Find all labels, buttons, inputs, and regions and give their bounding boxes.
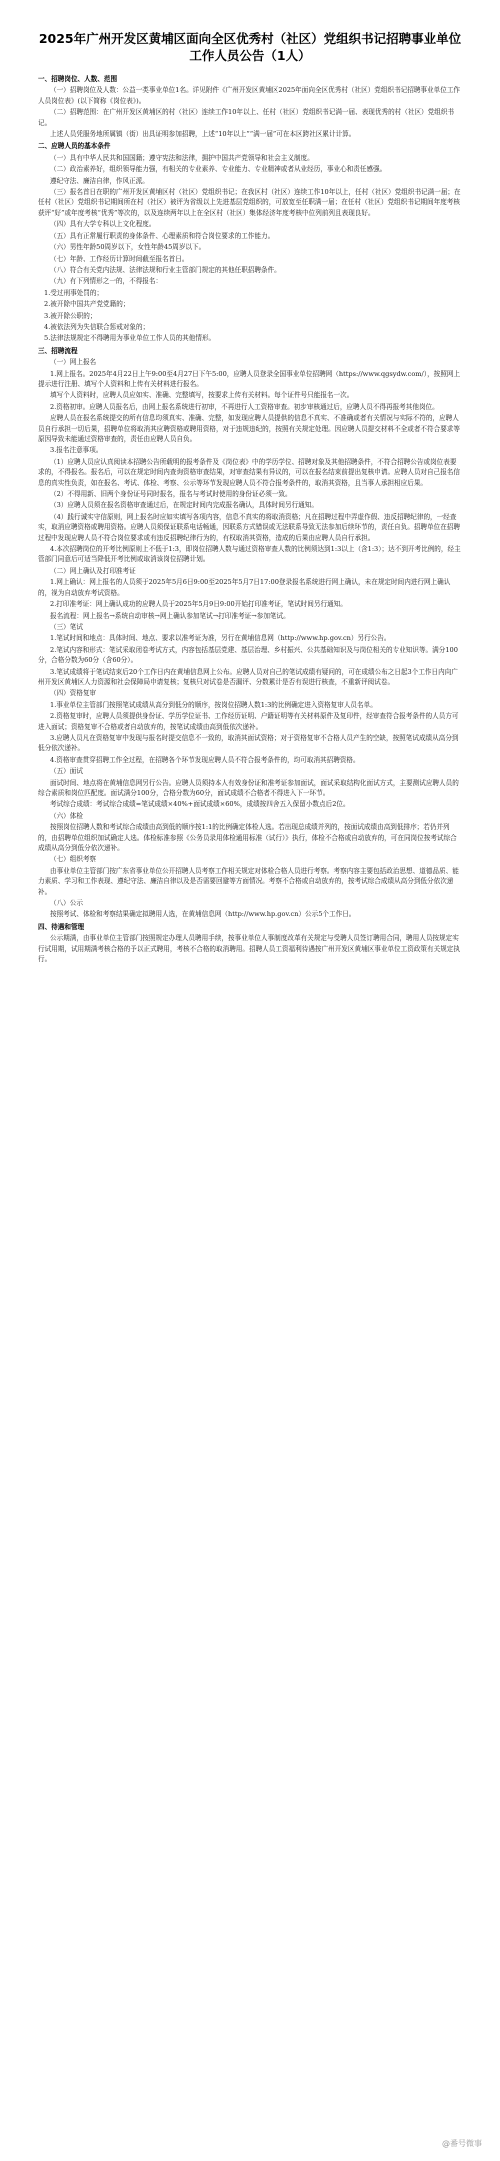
paragraph: （四）具有大学专科以上文化程度。 (50, 220, 156, 229)
paragraph: 1.网上确认：网上报名的人员须于2025年5月6日9:00至2025年5月7日17:00登录报名系统进行网上确认，未在规定时间内进行网上确认的，视为自动放弃考试资格。 (38, 578, 451, 597)
paragraph: （二）政治素养好，组织领导能力强，有相关的专业素养、专业能力、专业精神或者从业经历，事业心和责任感强。 (50, 165, 387, 174)
paragraph: （二）网上确认及打印准考证 (50, 566, 136, 575)
paragraph: 面试时间、地点将在黄埔信息网另行公告。应聘人员须持本人有效身份证和准考证参加面试，面试采取结构化面试方式，主要测试应聘人员的综合素质和岗位匹配度。面试满分100分，合格分数为60分，面试成绩不合格者不得进入下一环节。 (38, 778, 459, 797)
paragraph: 1.笔试时间和地点：具体时间、地点、要求以准考证为准，另行在黄埔信息网（http://www.hp.gov.cn）另行公告。 (50, 634, 391, 643)
paragraph: 应聘人员在报名系统提交的所有信息均须真实、准确、完整，如发现应聘人员提供的信息不真实、不准确或者有关情况与实际不符的，应聘人员自行承担一切后果，招聘单位将取消其应聘资格或聘用资格，对于违规违纪的，按照有关规定处理。因应聘人员提交材料不全或者不符合要求等原因导致未能通过资格审查的，责任由应聘人员自负。 (38, 414, 460, 443)
section-heading: 一、招聘岗位、人数、范围 (38, 75, 118, 83)
paragraph: （一）网上报名 (50, 358, 97, 367)
paragraph: （八）公示 (50, 899, 83, 908)
document-body (38, 74, 462, 965)
document-content (38, 30, 462, 966)
paragraph: （1）应聘人员应认真阅读本招聘公告所载明的报考条件及《岗位表》中的学历学位、招聘对象及其他招聘条件，不符合招聘公告或岗位表要求的，不得报名。报名后，可以在规定时间内查询资格审查结果，对审查结果有异议的，可以在报名结束前提出复核申请。应聘人员对自己报名信息的真实性负责，如在报名、考试、体检、考察、公示等环节发现应聘人员不符合报考条件的，取消其资格，且当事人承担相应后果。 (38, 457, 460, 487)
paragraph: 1.网上报名。2025年4月22日上午9:00至4月27日下午5:00，应聘人员登录全国事业单位招聘网（https://www.qgsydw.com/），按照网上提示进行注册、填写个人资料和上传有关材料进行报名。 (38, 369, 461, 388)
paragraph: 3.应聘人员凡在资格复审中发现与报名时提交信息不一致的，取消其面试资格；对于资格复审不合格人员产生的空缺，按照笔试成绩从高分到低分依次递补。 (38, 733, 459, 753)
paragraph: （七）组织考察 (50, 855, 97, 864)
paragraph: （2）不得用新、旧两个身份证号同时报名，报名与考试时使用的身份证必须一致。 (50, 490, 292, 499)
paragraph: （一）具有中华人民共和国国籍；遵守宪法和法律，拥护中国共产党领导和社会主义制度。 (50, 153, 314, 162)
paragraph: 公示期满，由事业单位主管部门按照规定办理人员聘用手续，按事业单位人事制度改革有关规定与受聘人员签订聘用合同，聘用人员按规定实行试用期，试用期满考核合格的予以正式聘用，考核不合格的取消聘用。招聘人员工资福利待遇按广州开发区黄埔区事业单位工资政策有关规定执行。 (38, 934, 460, 964)
section-heading: 三、招聘流程 (38, 346, 78, 355)
paragraph: （一）招聘岗位及人数：公益一类事业单位1名。详见附件《广州开发区黄埔区2025年面向全区优秀村（社区）党组织书记招聘事业单位工作人员岗位表》(以下简称《岗位表》)。 (38, 86, 461, 105)
paragraph: 3.报名注意事项。 (50, 446, 103, 455)
watermark: @番号微事 (442, 2139, 482, 2148)
paragraph: （九）有下列情形之一的，不得报名： (50, 277, 163, 286)
paragraph: （八）符合有关党内法规、法律法规和行业主管部门规定的其他任职招聘条件。 (50, 265, 281, 274)
paragraph: 5.法律法规规定不得聘用为事业单位工作人员的其他情形。 (44, 334, 216, 343)
paragraph: （4）践行诚实守信原则，网上报名时应如实填写各项内容，信息不真实的将取消资格；凡在招聘过程中弄虚作假、违反招聘纪律的，一经查实，取消应聘资格或聘用资格。应聘人员须保证联系电话畅通，因联系方式错误或无法联系导致无法参加后续环节的，责任自负。招聘单位在招聘过程中发现应聘人员不符合岗位要求或有违反招聘纪律行为的，有权取消其资格，造成的后果由应聘人员自行承担。 (38, 512, 460, 542)
paragraph: 2.被开除中国共产党党籍的； (44, 300, 130, 309)
paragraph: 3.被开除公职的； (44, 311, 97, 320)
paragraph: 上述人员凭服务地所属镇（街）出具证明参加招聘，上述“10年以上”“满一届”可在本区跨社区累计计算。 (50, 130, 356, 139)
paragraph: 填写个人资料时，应聘人员应如实、准确、完整填写，按要求上传有关材料。每个证件号只能报名一次。 (50, 391, 354, 400)
paragraph: 遵纪守法、廉洁自律，作风正派。 (50, 176, 149, 185)
paragraph: （三）笔试 (50, 622, 83, 631)
paragraph: （六）男性年龄50周岁以下，女性年龄45周岁以下。 (50, 243, 206, 252)
paragraph: （二）招聘范围：在广州开发区黄埔区的村（社区）连续工作10年以上、任村（社区）党组织书记满一届、表现优秀的村（社区）党组织书记。 (38, 108, 455, 127)
paragraph: 由事业单位主管部门按广东省事业单位公开招聘人员考察工作相关规定对体检合格人员进行考察。考察内容主要包括政治思想、道德品质、能力素质、学习和工作表现、遵纪守法、廉洁自律以及是否需要回避等方面情况。考察不合格或自动放弃的，按考试综合成绩从高分到低分依次递补。 (38, 866, 459, 896)
paragraph: （五）面试 (50, 767, 83, 776)
paragraph: （七）年龄、工作经历计算时间截至报名首日。 (50, 254, 189, 263)
paragraph: 按照考试、体检和考察结果确定拟聘用人选，在黄埔信息网（http://www.hp.gov.cn）公示5个工作日。 (50, 910, 356, 919)
paragraph: 考试综合成绩：考试综合成绩=笔试成绩×40%+面试成绩×60%，成绩按四舍五入保留小数点后2位。 (50, 800, 350, 809)
paragraph: （3）应聘人员须在报名资格审查通过后，在规定时间内完成报名确认，具体时间另行通知。 (50, 501, 318, 510)
paragraph: （六）体检 (50, 811, 83, 820)
paragraph: 按照岗位招聘人数和考试综合成绩由高到低的顺序按1:1的比例确定体检人选。若出现总成绩并列的，按面试成绩由高到低排序；若仍并列的，由招聘单位组织加试确定人选。体检标准参照《公务员录用体检通用标准（试行）》执行，体检不合格或自动放弃的，可在同岗位按考试综合成绩从高分到低分依次递补。 (38, 823, 457, 853)
document-title: 2025年广州开发区黄埔区面向全区优秀村（社区）党组织书记招聘事业单位工作人员公告（1人） (38, 31, 462, 63)
paragraph: （五）具有正常履行职责的身体条件、心理素质和符合岗位要求的工作能力。 (50, 231, 275, 240)
paragraph: （四）资格复审 (50, 689, 97, 698)
paragraph: 2.笔试内容和形式：笔试采取闭卷考试方式，内容包括基层党建、基层治理、乡村振兴、公共基础知识及与岗位相关的专业知识等。满分100分，合格分数为60分（含60分）。 (38, 645, 458, 665)
paragraph: 4.本次招聘岗位的开考比例原则上不低于1:3，即岗位招聘人数与通过资格审查人数的比例须达到1:3以上（含1:3）；达不到开考比例的，经主管部门同意后可适当降低开考比例或取消该岗位招聘计划。 (38, 545, 461, 564)
paragraph: 2.资格复审时，应聘人员须提供身份证、学历学位证书、工作经历证明、户籍证明等有关材料原件及复印件，经审查符合报考条件的人员方可进入面试；资格复审不合格或者自动放弃的，按笔试成绩由高到低依次递补。 (38, 712, 459, 731)
paragraph: 1.事业单位主管部门按照笔试成绩从高分到低分的顺序，按岗位招聘人数1:3的比例确定进入资格复审人员名单。 (50, 700, 377, 709)
paragraph: 4.被依法列为失信联合惩戒对象的； (44, 322, 150, 331)
paragraph: 2.打印准考证：网上确认成功的应聘人员于2025年5月9日9:00开始打印准考证，笔试时间另行通知。 (50, 600, 347, 609)
paragraph: 3.笔试成绩将于笔试结束后20个工作日内在黄埔信息网上公布。应聘人员对自己的笔试成绩有疑问的，可在成绩公布之日起3个工作日内向广州开发区黄埔区人力资源和社会保障局申请复核；复核只对试卷是否漏评、分数累计是否有误进行核查，不重新评阅试卷。 (38, 667, 458, 686)
paragraph: 2.资格初审。应聘人员报名后，由网上报名系统进行初审，不再进行人工资格审查。初步审核通过后，应聘人员不得再报考其他岗位。 (50, 402, 439, 411)
paragraph: （三）报名首日在职的广州开发区黄埔区村（社区）党组织书记；在我区村（社区）连续工作10年以上，任村（社区）党组织书记满一届；在任村（社区）党组织书记期间所在村（社区）被评为省级以上先进基层党组织的，可放宽至任职满一届；在任村（社区）党组织书记期间年度考核获评“好”或年度考核“优秀”等次的，以及连续两年以上在全区村（社区）集体经济年度考核中位列前列且表现良好。 (38, 188, 461, 217)
paragraph: 报名流程：网上报名→系统自动审核→网上确认参加笔试→打印准考证→参加笔试。 (50, 611, 290, 620)
paragraph: 1.受过刑事处罚的； (44, 288, 104, 297)
paragraph: 4.资格审查贯穿招聘工作全过程，在招聘各个环节发现应聘人员不符合报考条件的，均可取消其招聘资格。 (50, 755, 360, 764)
section-heading: 二、应聘人员的基本条件 (38, 142, 111, 151)
section-heading: 四、待遇和管理 (38, 922, 85, 931)
